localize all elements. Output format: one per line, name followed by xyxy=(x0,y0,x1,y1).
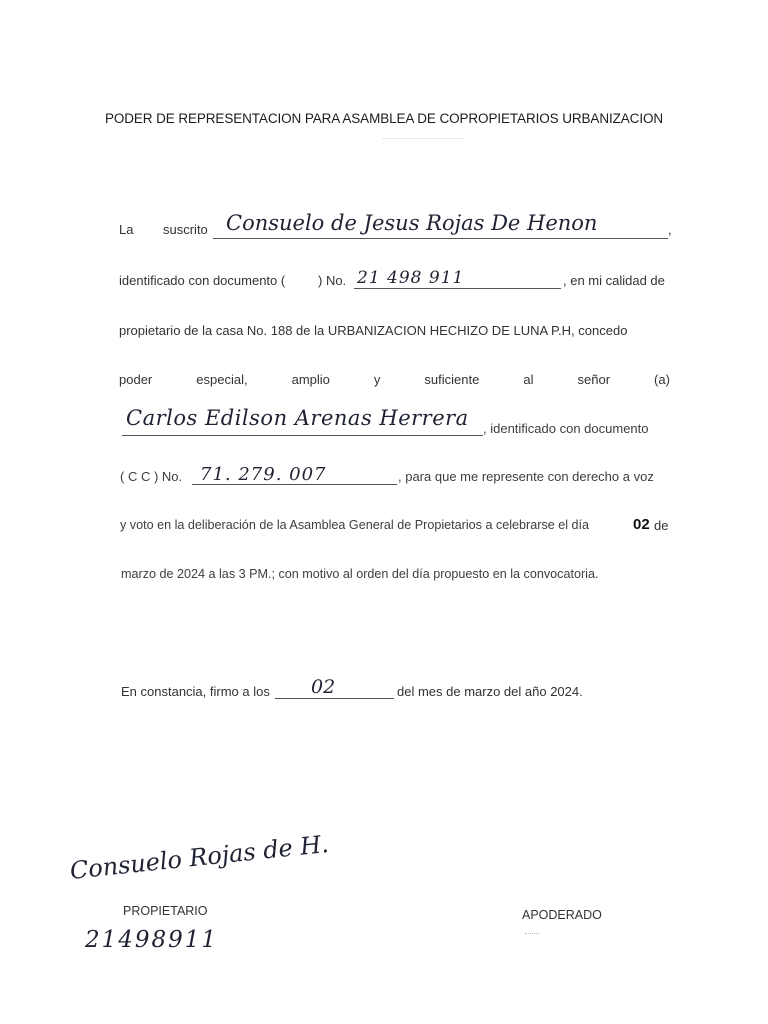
proxy-doc-type: ( C C ) No. xyxy=(120,469,183,484)
grantor-name-handwritten: Consuelo de Jesus Rojas De Henon xyxy=(226,211,598,235)
word-suscrito: suscrito xyxy=(163,222,208,237)
constancia-label: En constancia, firmo a los xyxy=(121,684,270,699)
word-la: La xyxy=(119,222,134,237)
owner-label: PROPIETARIO xyxy=(123,904,208,918)
proxy-name-blank-line xyxy=(122,435,483,436)
powers-word: (a) xyxy=(654,372,670,387)
constancia-suffix: del mes de marzo del año 2024. xyxy=(397,684,583,699)
identified-label: identificado con documento ( xyxy=(119,273,286,288)
powers-word: al xyxy=(523,372,534,387)
vote-text: y voto en la deliberación de la Asamblea General de Propietarios a celebrarse el día xyxy=(120,518,590,532)
proxy-name-handwritten: Carlos Edilson Arenas Herrera xyxy=(126,406,469,430)
proxy-doc-handwritten: 71. 279. 007 xyxy=(200,464,327,485)
property-text: propietario de la casa No. 188 de la URBANIZACION HECHIZO DE LUNA P.H, concedo xyxy=(119,323,628,338)
powers-line xyxy=(119,372,670,387)
name-blank-line xyxy=(213,238,668,239)
vote-text-end: de xyxy=(654,518,669,533)
assembly-day: 02 xyxy=(633,516,650,533)
faded-mark xyxy=(383,138,463,145)
faded-mark xyxy=(525,933,539,934)
powers-word: especial, xyxy=(196,372,248,387)
powers-word: y xyxy=(373,372,381,387)
document-title: PODER DE REPRESENTACION PARA ASAMBLEA DE COPROPIETARIOS URBANIZACION xyxy=(104,111,664,126)
doc-blank-line xyxy=(354,288,561,289)
represent-text: , para que me represente con derecho a voz xyxy=(398,469,654,484)
powers-word: amplio xyxy=(291,372,330,387)
document-no-label: ) No. xyxy=(318,273,347,288)
powers-word: señor xyxy=(577,372,611,387)
owner-signature-handwritten: Consuelo Rojas de H. xyxy=(68,829,331,885)
powers-word: suficiente xyxy=(424,372,480,387)
agenda-text: marzo de 2024 a las 3 PM.; con motivo al orden del día propuesto en la convocatoria. xyxy=(121,567,599,581)
owner-id-handwritten: 21498911 xyxy=(85,927,219,953)
line1-comma: , xyxy=(668,222,672,237)
day-blank-line xyxy=(275,698,394,699)
signing-day-handwritten: 02 xyxy=(311,676,336,698)
proxy-label: APODERADO xyxy=(522,908,602,922)
proxy-identified-text: , identificado con documento xyxy=(483,421,649,436)
powers-word: poder xyxy=(119,372,153,387)
grantor-doc-handwritten: 21 498 911 xyxy=(357,268,465,288)
capacity-text: , en mi calidad de xyxy=(563,273,665,288)
